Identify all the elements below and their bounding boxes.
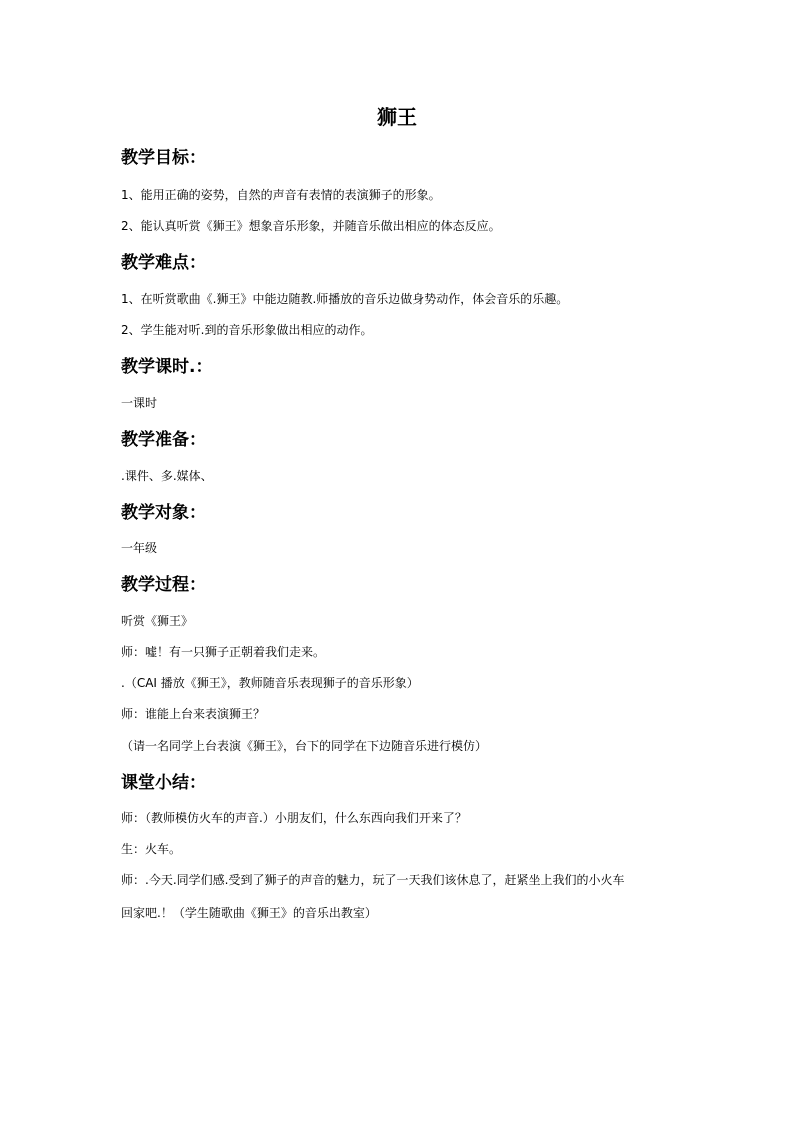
paragraph-line: 生：火车。 [121, 842, 182, 856]
paragraph-line: .课件、多.媒体、 [121, 469, 213, 483]
paragraph-line: （请一名同学上台表演《狮王》，台下的同学在下边随音乐进行模仿） [121, 739, 488, 753]
paragraph-line: 师：谁能上台来表演狮王？ [121, 707, 266, 721]
paragraph-line: 师：（教师模仿火车的声音.）小朋友们，什么东西向我们开来了？ [121, 811, 467, 825]
paragraph-line: 师：嘘！有一只狮子正朝着我们走来。 [121, 645, 326, 659]
section-heading-audience: 教学对象： [121, 503, 206, 523]
document-title: 狮王 [377, 105, 417, 129]
section-heading-summary: 课堂小结： [121, 773, 206, 793]
paragraph-line: 2、能认真听赏《狮王》想象音乐形象，并随音乐做出相应的体态反应。 [121, 219, 501, 233]
section-heading-process: 教学过程： [121, 575, 206, 595]
paragraph-line: 师：.今天.同学们感.受到了狮子的声音的魅力，玩了一天我们该休息了，赶紧坐上我们的小火车 [121, 873, 625, 887]
paragraph-line: 1、在听赏歌曲《.狮王》中能边随教.师播放的音乐边做身势动作，体会音乐的乐趣。 [121, 292, 569, 306]
section-heading-lesson-hours: 教学课时.： [121, 357, 213, 377]
section-heading-difficulties: 教学难点： [121, 253, 206, 273]
paragraph-line: 一年级 [121, 541, 158, 555]
paragraph-line: 听赏《狮王》 [121, 614, 194, 628]
section-heading-preparation: 教学准备： [121, 430, 206, 450]
section-heading-objectives: 教学目标： [121, 148, 206, 168]
paragraph-line: 1、能用正确的姿势，自然的声音有表情的表演狮子的形象。 [121, 188, 441, 202]
paragraph-line: .（CAI 播放《狮王》，教师随音乐表现狮子的音乐形象） [121, 676, 419, 690]
paragraph-line: 回家吧.！（学生随歌曲《狮王》的音乐出教室） [121, 906, 377, 920]
paragraph-line: 2、学生能对听.到的音乐形象做出相应的动作。 [121, 323, 373, 337]
paragraph-line: 一课时 [121, 396, 158, 410]
